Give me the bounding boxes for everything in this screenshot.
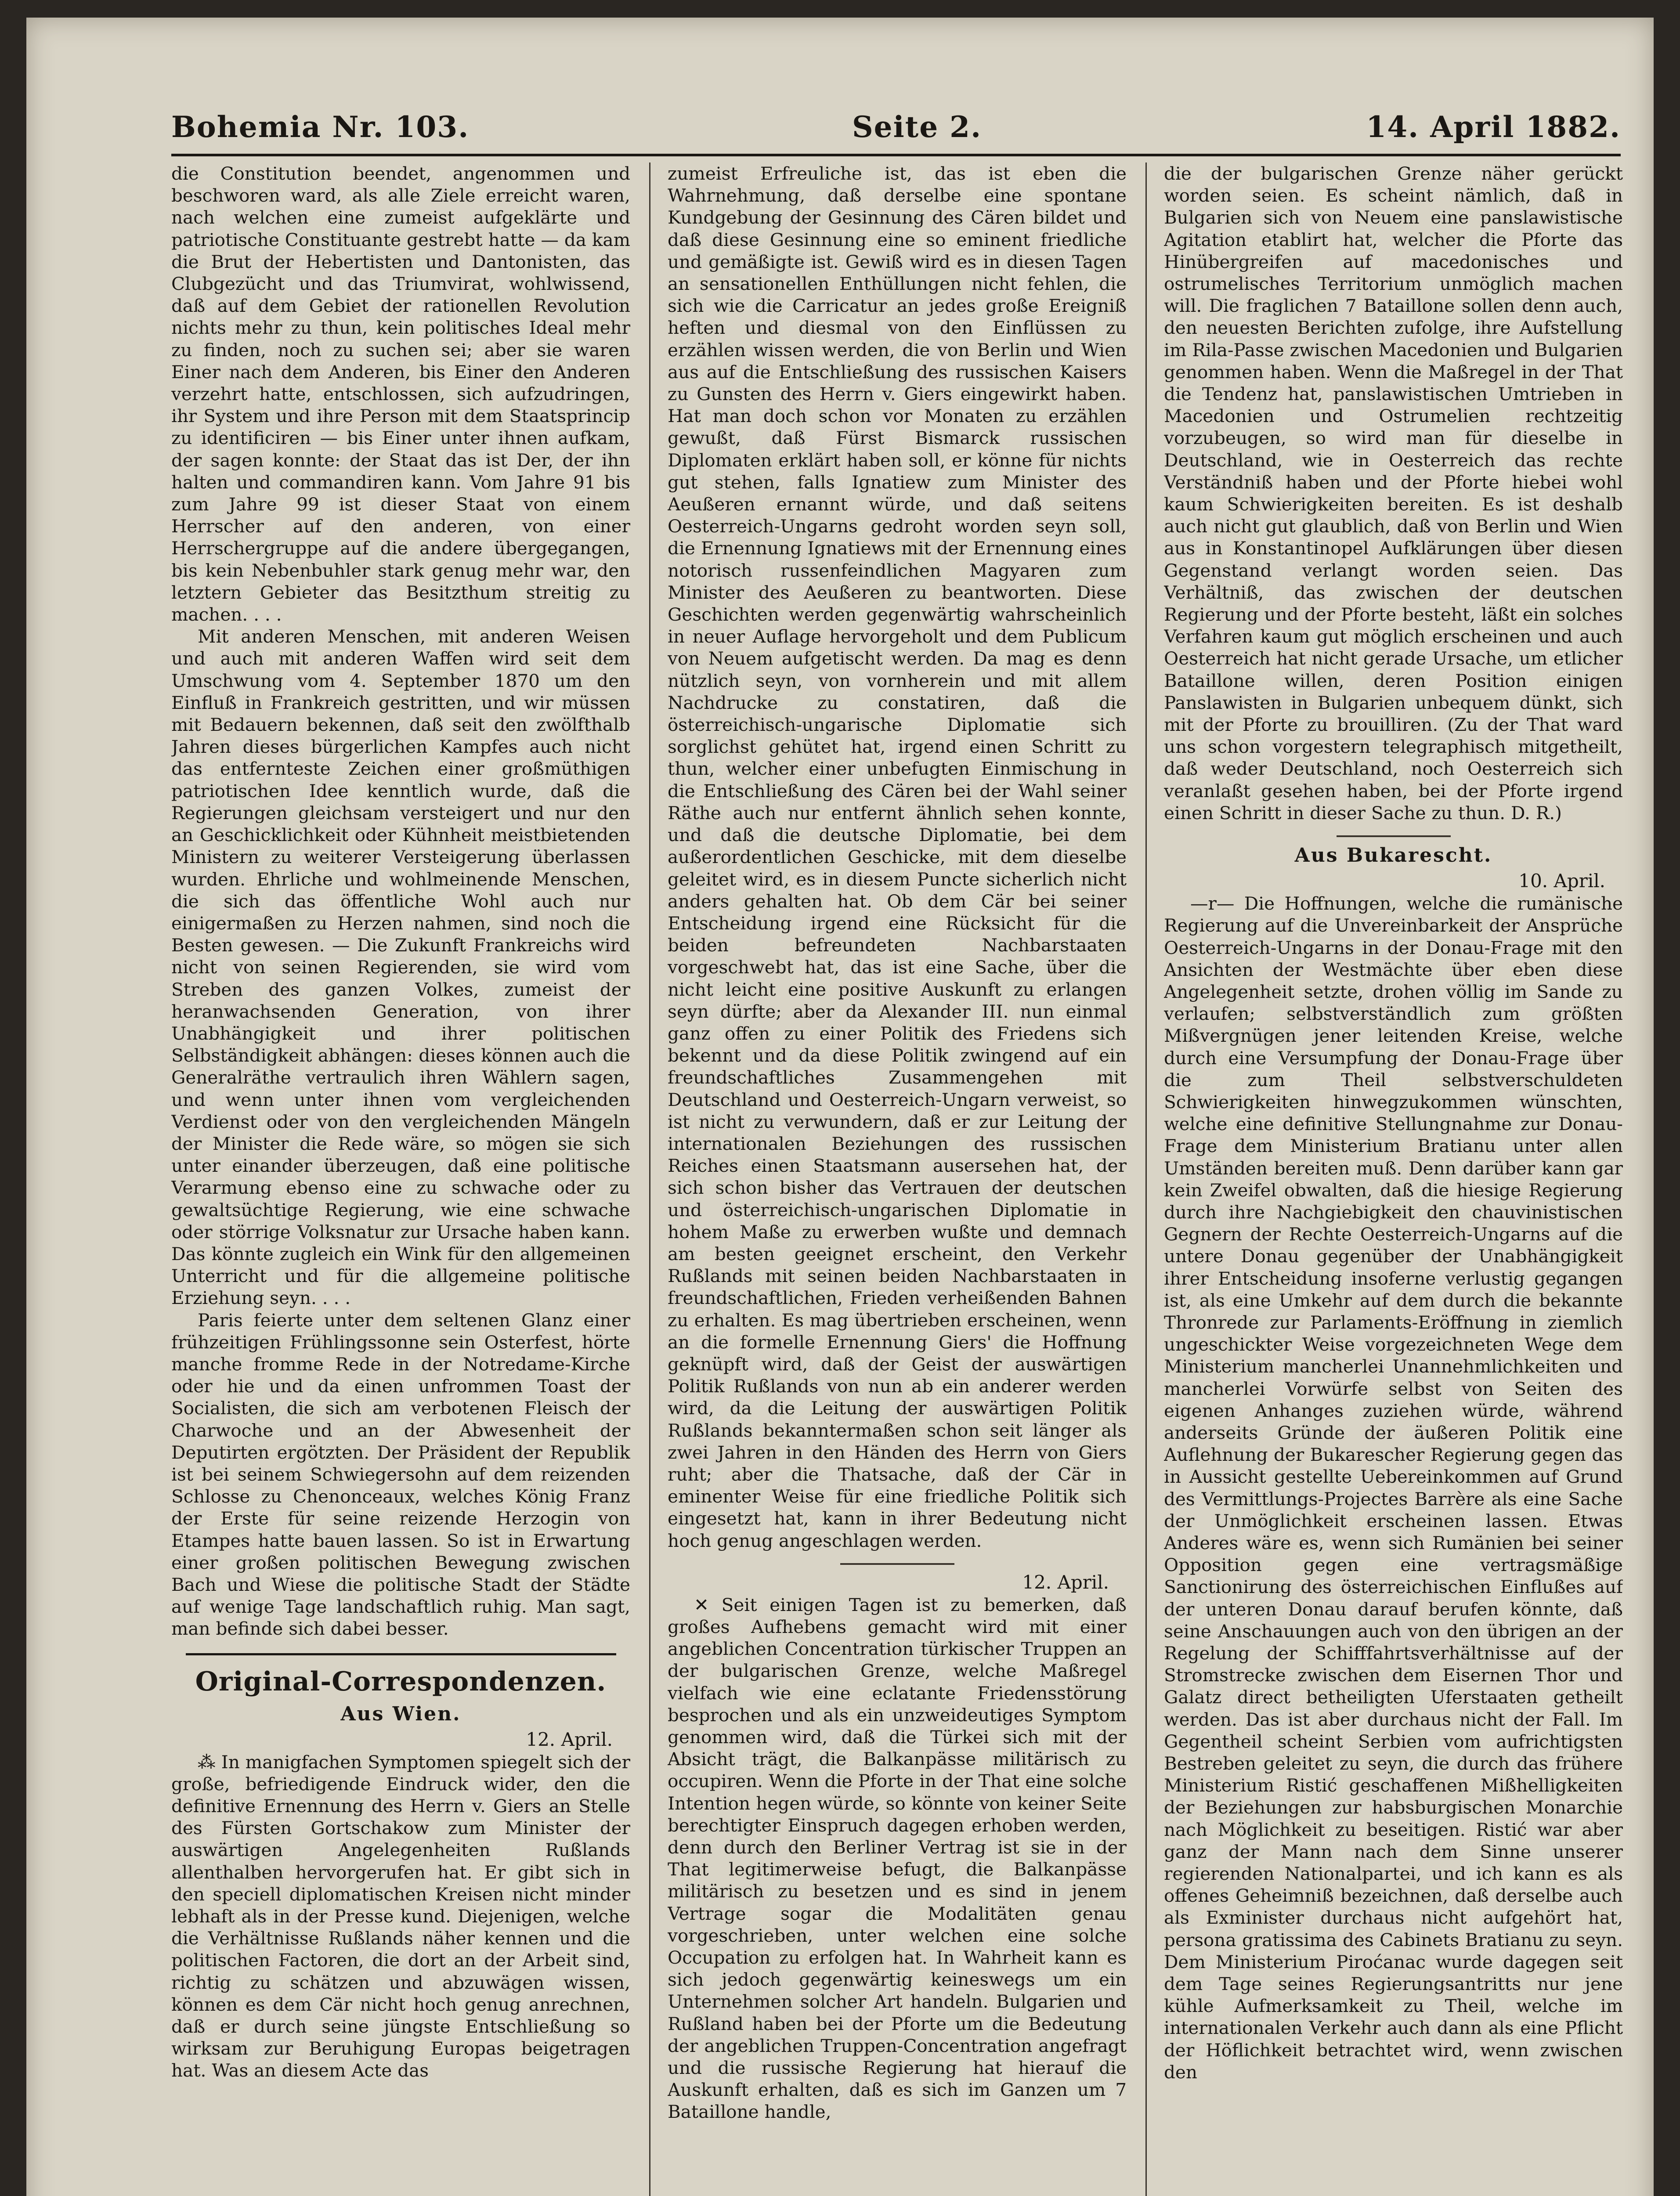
- newspaper-page: [26, 18, 1654, 2196]
- page-header: [171, 101, 1621, 149]
- header-date: 14. April 1882.: [1366, 110, 1621, 144]
- header-rule: [171, 154, 1621, 156]
- dispatch-date: 12. April.: [526, 1728, 613, 1750]
- column-3: [1164, 163, 1623, 2196]
- column-2: [668, 163, 1127, 2196]
- section-rule: [186, 1653, 616, 1655]
- dispatch-heading-vienna: Aus Wien.: [340, 1702, 461, 1725]
- section-title: Original-Correspondenzen.: [195, 1666, 607, 1697]
- header-masthead: Bohemia Nr. 103.: [171, 110, 470, 144]
- separator-rule: [1337, 835, 1451, 837]
- dispatch-date: 12. April.: [1022, 1571, 1109, 1593]
- article-paragraph: die der bulgarischen Grenze näher gerückt worden seien. Es scheint nämlich, daß in Bulgarien sich von Neuem eine panslawistische Agitation etablirt hat, welcher die Pforte das Hinübergreifen auf macedonisches und ostrumelisches Territorium unmöglich machen will. Die fraglichen 7 Bataillone sollen denn auch, den neuesten Berichten zufolge, ihre Aufstellung im Rila-Passe zwischen Macedonien und Bulgarien genommen haben. Wenn die Maßregel in der That die Tendenz hat, panslawistischen Umtrieben in Macedonien und Ostrumelien rechtzeitig vorzubeugen, so wird man für dieselbe in Deutschland, wie in Oesterreich das rechte Verständniß haben und der Pforte hiebei wohl kaum Schwierigkeiten bereiten. Es ist deshalb auch nicht gut glaublich, daß von Berlin und Wien aus in Konstantinopel Aufklärungen über diesen Gegenstand verlangt worden seien. Das Verhältniß, das zwischen der deutschen Regierung und der Pforte besteht, läßt ein solches Verfahren kaum gut möglich erscheinen und auch Oesterreich hat nicht gerade Ursache, um etlicher Bataillone willen, deren Position einigen Panslawisten in Bulgarien unbequem dünkt, sich mit der Pforte zu brouilliren. (Zu der That ward uns schon vorgestern telegraphisch mitgetheilt, daß weder Deutschland, noch Oesterreich sich veranlaßt gesehen haben, bei der Pforte irgend einen Schritt in dieser Sache zu thun. D. R.): [1164, 163, 1623, 824]
- column-divider: [649, 163, 650, 2196]
- article-paragraph: ⁂ In manigfachen Symptomen spiegelt sich der große, befriedigende Eindruck wider, den die definitive Ernennung des Herrn v. Giers an Stelle des Fürsten Gortschakow zum Minister der auswärtigen Angelegenheiten Rußlands allenthalben hervorgerufen hat. Er gibt sich in den speciell diplomatischen Kreisen nicht minder lebhaft als in der Presse kund. Diejenigen, welche die Verhältnisse Rußlands näher kennen und die politischen Factoren, die dort an der Arbeit sind, richtig zu schätzen und abzuwägen wissen, können es dem Cär nicht hoch genug anrechnen, daß er durch seine jüngste Entschließung so wirksam zur Beruhigung Europas beigetragen hat. Was an diesem Acte das: [171, 1751, 630, 2081]
- separator-rule: [840, 1563, 954, 1565]
- column-1: [171, 163, 630, 2196]
- dispatch-heading-bucharest: Aus Bukarescht.: [1294, 844, 1492, 867]
- header-page-number: Seite 2.: [852, 110, 982, 144]
- article-paragraph: Mit anderen Menschen, mit anderen Weisen und auch mit anderen Waffen wird seit dem Umschwung vom 4. September 1870 um den Einfluß in Frankreich gestritten, und wir müssen mit Bedauern bekennen, daß seit den zwölfthalb Jahren dieses bürgerlichen Kampfes auch nicht das entfernteste Zeichen einer großmüthigen patriotischen Idee kenntlich wurde, daß die Regierungen gleichsam versteigert und nur den an Geschicklichkeit oder Kühnheit meistbietenden Ministern zu weiterer Versteigerung überlassen wurden. Ehrliche und wohlmeinende Menschen, die sich das öffentliche Wohl auch nur einigermaßen zu Herzen nahmen, sind noch die Besten gewesen. — Die Zukunft Frankreichs wird nicht von seinen Regierenden, sie wird vom Streben des ganzen Volkes, zumeist der heranwachsenden Generation, von ihrer Unabhängigkeit und ihrer politischen Selbständigkeit abhängen: dieses können auch die Generalräthe vertraulich ihren Wählern sagen, und wenn unter ihnen vom vergleichenden Verdienst oder von den vergleichenden Mängeln der Minister die Rede wäre, so mögen sie sich unter einander überzeugen, daß eine politische Verarmung ebenso eine zu schwache oder zu gewaltsüchtige Regierung, wie eine schwache oder störrige Volksnatur zur Ursache haben kann. Das könnte zugleich ein Wink für den allgemeinen Unterricht und für die allgemeine politische Erziehung seyn. . . .: [171, 626, 630, 1309]
- article-paragraph: —r— Die Hoffnungen, welche die rumänische Regierung auf die Unvereinbarkeit der Ansprüche Oesterreich-Ungarns in der Donau-Frage mit den Ansichten der Westmächte über eben diese Angelegenheit setzte, drohen völlig im Sande zu verlaufen; selbstverständlich zum größten Mißvergnügen jener leitenden Kreise, welche durch eine Versumpfung der Donau-Frage über die zum Theil selbstverschuldeten Schwierigkeiten hinwegzukommen wünschten, welche eine definitive Stellungnahme zur Donau-Frage dem Ministerium Bratianu unter allen Umständen bereiten muß. Denn darüber kann gar kein Zweifel obwalten, daß die hiesige Regierung durch ihre Nachgiebigkeit den chauvinistischen Gegnern der Rechte Oesterreich-Ungarns auf die untere Donau gegenüber der Unabhängigkeit ihrer Entscheidung insoferne verlustig gegangen ist, als eine Umkehr auf dem durch die bekannte Thronrede zur Parlaments-Eröffnung in ziemlich ungeschickter Weise vorgezeichneten Wege dem Ministerium mancherlei Unannehmlichkeiten und mancherlei Vorwürfe selbst von Seiten des eigenen Anhanges zuziehen würde, während anderseits Gründe der äußeren Politik eine Auflehnung der Bukarescher Regierung gegen das in Aussicht gestellte Uebereinkommen auf Grund des Vermittlungs-Projectes Barrère als eine Sache der Unmöglichkeit erscheinen lassen. Etwas Anderes wäre es, wenn sich Rumänien bei seiner Opposition gegen eine vertragsmäßige Sanctionirung des österreichischen Einflußes auf der unteren Donau darauf berufen könnte, daß seine Anschauungen auch von den übrigen an der Regelung der Schifffahrtsverhältnisse auf der Stromstrecke zwischen dem Eisernen Thor und Galatz direct betheiligten Uferstaaten getheilt werden. Das ist aber durchaus nicht der Fall. Im Gegentheil scheint Serbien vom aufrichtigsten Bestreben geleitet zu seyn, die durch das frühere Ministerium Ristić geschaffenen Mißhelligkeiten der Beziehungen zur habsburgischen Monarchie nach Möglichkeit zu beseitigen. Ristić war aber ganz der Mann nach dem Sinne unserer regierenden Nationalpartei, und ich kann es als offenes Geheimniß bezeichnen, daß derselbe auch als Exminister durchaus nicht aufgehört hat, persona gratissima des Cabinets Bratianu zu seyn. Dem Ministerium Pirоćanac wurde dagegen seit dem Tage seines Regierungsantritts nur jene kühle Aufmerksamkeit zu Theil, welche im internationalen Verkehr auch dann als eine Pflicht der Höflichkeit betrachtet wird, wenn zwischen den: [1164, 893, 1623, 2083]
- column-divider: [1145, 163, 1147, 2196]
- article-paragraph: Paris feierte unter dem seltenen Glanz einer frühzeitigen Frühlingssonne sein Osterfest, hörte manche fromme Rede in der Notredame-Kirche oder hie und da einen unfrommen Toast der Socialisten, die sich am verbotenen Fleisch der Charwoche und an der Abwesenheit der Deputirten ergötzten. Der Präsident der Republik ist bei seinem Schwiegersohn auf dem reizenden Schlosse zu Chenonceaux, welches König Franz der Erste für seine reizende Herzogin von Etampes hatte bauen lassen. So ist in Erwartung einer großen politischen Bewegung zwischen Bach und Wiese die politische Stadt der Städte auf wenige Tage landschaftlich ruhig. Man sagt, man befinde sich dabei besser.: [171, 1309, 630, 1640]
- article-paragraph: ✕ Seit einigen Tagen ist zu bemerken, daß großes Aufhebens gemacht wird mit einer angeblichen Concentration türkischer Truppen an der bulgarischen Grenze, welche Maßregel vielfach wie eine eclatante Friedensstörung besprochen und als ein unzweideutiges Symptom genommen wird, daß die Türkei sich mit der Absicht trägt, die Balkanpässe militärisch zu occupiren. Wenn die Pforte in der That eine solche Intention hegen würde, so könnte von keiner Seite berechtigter Einspruch dagegen erhoben werden, denn durch den Berliner Vertrag ist sie in der That legitimerweise befugt, die Balkanpässe militärisch zu besetzen und es sind in jenem Vertrage sogar die Modalitäten genau vorgeschrieben, unter welchen eine solche Occupation zu erfolgen hat. In Wahrheit kann es sich jedoch gegenwärtig keineswegs um ein Unternehmen solcher Art handeln. Bulgarien und Rußland haben bei der Pforte um die Bedeutung der angeblichen Truppen-Concentration angefragt und die russische Regierung hat hierauf die Auskunft erhalten, daß es sich im Ganzen um 7 Bataillone handle,: [668, 1594, 1127, 2123]
- dispatch-date: 10. April.: [1518, 870, 1605, 892]
- article-paragraph: zumeist Erfreuliche ist, das ist eben die Wahrnehmung, daß derselbe eine spontane Kundgebung der Gesinnung des Cären bildet und daß diese Gesinnung eine so eminent friedliche und gemäßigte ist. Gewiß wird es in diesen Tagen an sensationellen Enthüllungen nicht fehlen, die sich wie die Carricatur an jedes große Ereigniß heften und diesmal von den Einflüssen zu erzählen wissen werden, die von Berlin und Wien aus auf die Entschließung des russischen Kaisers zu Gunsten des Herrn v. Giers eingewirkt haben. Hat man doch schon vor Monaten zu erzählen gewußt, daß Fürst Bismarck russischen Diplomaten erklärt haben soll, er könne für nichts gut stehen, falls Ignatiew zum Minister des Aeußeren ernannt würde, und daß seitens Oesterreich-Ungarns gedroht worden seyn soll, die Ernennung Ignatiews mit der Ernennung eines notorisch russenfeindlichen Magyaren zum Minister des Aeußeren zu beantworten. Diese Geschichten werden gegenwärtig wahrscheinlich in neuer Auflage hervorgeholt und dem Publicum von Neuem aufgetischt werden. Da mag es denn nützlich seyn, von vornherein und mit allem Nachdrucke zu constatiren, daß die österreichisch-ungarische Diplomatie sich sorglichst gehütet hat, irgend einen Schritt zu thun, welcher einer unbefugten Einmischung in die Entschließung des Cären bei der Wahl seiner Räthe auch nur entfernt ähnlich sehen konnte, und daß die deutsche Diplomatie, bei dem außerordentlichen Geschicke, mit dem dieselbe geleitet wird, es in diesem Puncte sicherlich nicht anders gehalten hat. Ob dem Cär bei seiner Entscheidung irgend eine Rücksicht für die beiden befreundeten Nachbarstaaten vorgeschwebt hat, das ist eine Sache, über die nicht leicht eine positive Auskunft zu erlangen seyn dürfte; aber da Alexander III. nun einmal ganz offen zu einer Politik des Friedens sich bekennt und da diese Politik zwingend auf ein freundschaftliches Zusammengehen mit Deutschland und Oesterreich-Ungarn verweist, so ist nicht zu verwundern, daß er zur Leitung der internationalen Beziehungen des russischen Reiches einen Staatsmann ausersehen hat, der sich schon bisher das Vertrauen der deutschen und österreichisch-ungarischen Diplomatie in hohem Maße zu erwerben wußte und demnach am besten geeignet erscheint, den Verkehr Rußlands mit seinen beiden Nachbarstaaten in freundschaftlichen, Frieden verheißenden Bahnen zu erhalten. Es mag übertrieben erscheinen, wenn an die formelle Ernennung Giers' die Hoffnung geknüpft wird, daß der Geist der auswärtigen Politik Rußlands von nun ab ein anderer werden wird, da die Leitung der auswärtigen Politik Rußlands bekanntermaßen schon seit länger als zwei Jahren in den Händen des Herrn von Giers ruht; aber die Thatsache, daß der Cär in eminenter Weise für eine friedliche Politik sich eingesetzt hat, kann in ihrer Bedeutung nicht hoch genug angeschlagen werden.: [668, 163, 1127, 1551]
- article-paragraph: die Constitution beendet, angenommen und beschworen ward, als alle Ziele erreicht waren, nach welchen eine zumeist aufgeklärte und patriotische Constituante gestrebt hatte — da kam die Brut der Hebertisten und Dantonisten, das Clubgezücht und das Triumvirat, wohlwissend, daß auf dem Gebiet der rationellen Revolution nichts mehr zu thun, kein politisches Ideal mehr zu finden, noch zu suchen sei; aber sie waren Einer nach dem Anderen, bis Einer den Anderen verzehrt hatte, entschlossen, sich aufzudringen, ihr System und ihre Person mit dem Staatsprincip zu identificiren — bis Einer unter ihnen aufkam, der sagen konnte: der Staat das ist Der, der ihn halten und commandiren kann. Vom Jahre 91 bis zum Jahre 99 ist dieser Staat von einem Herrscher auf den anderen, von einer Herrschergruppe auf die andere übergegangen, bis kein Nebenbuhler stark genug mehr war, den letztern Gebieter das Besitzthum streitig zu machen. . . .: [171, 163, 630, 625]
